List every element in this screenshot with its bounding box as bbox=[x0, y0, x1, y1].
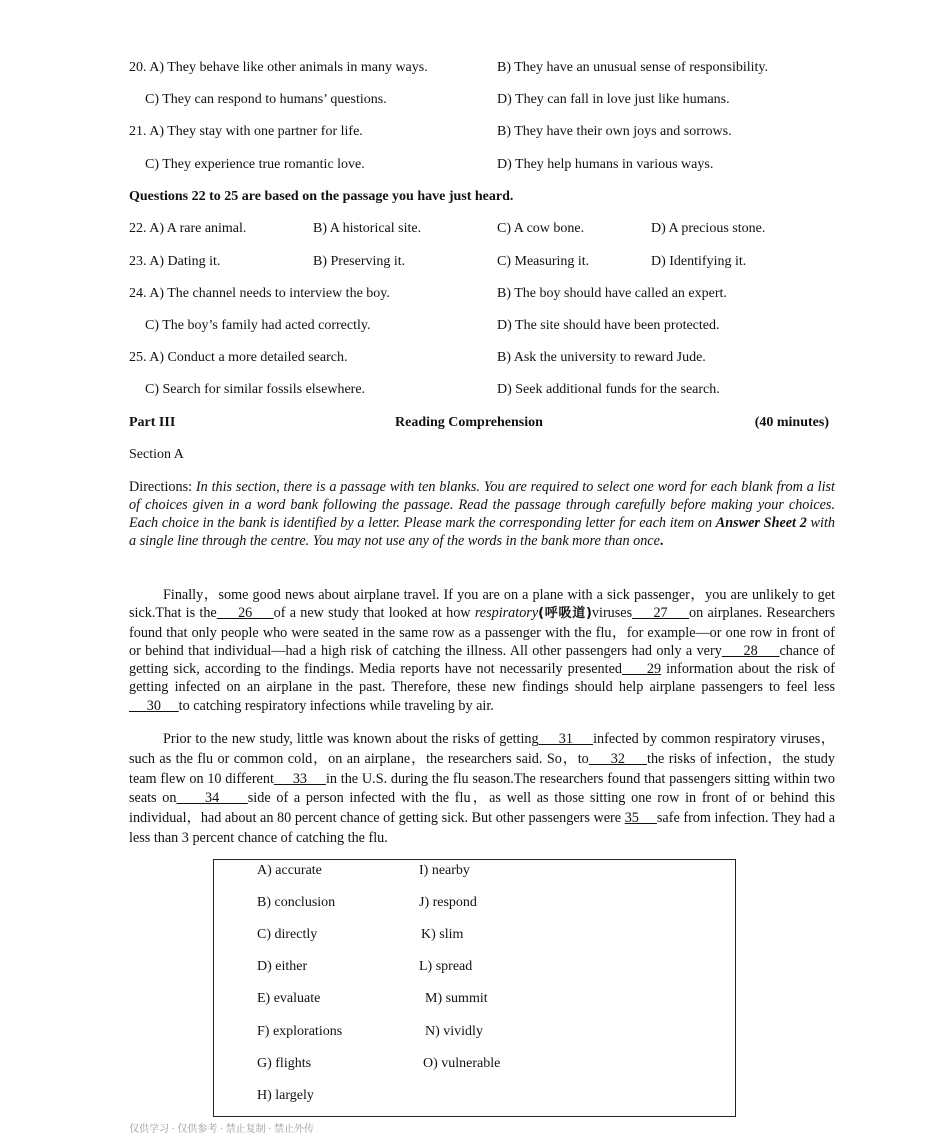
option-25b: B) Ask the university to reward Jude. bbox=[497, 350, 706, 365]
word-bank bbox=[213, 859, 736, 1117]
part-time: (40 minutes) bbox=[754, 415, 829, 430]
word-bank-item: N) vividly bbox=[425, 1024, 483, 1039]
p1-chinese-gloss: (呼吸道) bbox=[538, 606, 592, 622]
p1-text-5: chance of getting sick, according to the findings. Media reports have not necessarily presented bbox=[129, 642, 835, 678]
word-bank-item: F) explorations bbox=[257, 1024, 343, 1039]
word-bank-item: K) slim bbox=[421, 927, 464, 942]
blank-35: 35 bbox=[624, 810, 657, 827]
passage-paragraph-2 bbox=[129, 730, 835, 849]
option-21c: C) They experience true romantic love. bbox=[145, 157, 365, 172]
question-22-row bbox=[129, 219, 834, 239]
option-24a: 24. A) The channel needs to interview the boy. bbox=[129, 286, 390, 301]
directions-end: . bbox=[659, 533, 664, 549]
option-20d: D) They can fall in love just like humans. bbox=[497, 92, 730, 107]
blank-29: 29 bbox=[621, 661, 662, 678]
word-bank-item: I) nearby bbox=[419, 863, 470, 878]
option-24d: D) The site should have been protected. bbox=[497, 318, 720, 333]
option-22c: C) A cow bone. bbox=[497, 221, 585, 236]
option-21d: D) They help humans in various ways. bbox=[497, 157, 714, 172]
word-bank-item: A) accurate bbox=[257, 863, 322, 878]
p2-text-1: Prior to the new study, little was known about the risks of getting bbox=[163, 731, 539, 747]
page-footer: 仅供学习 · 仅供参考 · 禁止复制 · 禁止外传 bbox=[129, 1124, 314, 1135]
question-20-row-2 bbox=[129, 90, 834, 110]
option-22b: B) A historical site. bbox=[313, 221, 422, 236]
word-bank-item: E) evaluate bbox=[257, 991, 321, 1006]
question-21-row-1 bbox=[129, 122, 834, 142]
blank-30: 30 bbox=[129, 697, 179, 714]
word-bank-item: D) either bbox=[257, 959, 308, 974]
option-25d: D) Seek additional funds for the search. bbox=[497, 382, 720, 397]
option-24b: B) The boy should have called an expert. bbox=[497, 286, 727, 301]
question-24-row-1 bbox=[129, 284, 834, 304]
word-bank-item: J) respond bbox=[419, 895, 477, 910]
option-24c: C) The boy’s family had acted correctly. bbox=[145, 318, 371, 333]
p1-text-3: viruses bbox=[591, 605, 633, 622]
part-header bbox=[129, 413, 829, 433]
option-20a: 20. A) They behave like other animals in many ways. bbox=[129, 60, 428, 75]
word-bank-item: O) vulnerable bbox=[423, 1056, 501, 1071]
p2-text-3: the risks of infection，the study team flew on 10 different bbox=[129, 750, 835, 787]
option-22a: 22. A) A rare animal. bbox=[129, 221, 247, 236]
p1-text-6: information about the risk of getting infected on an airplane in the past. Therefore, these new findings should help airplane passengers to feel less bbox=[129, 661, 836, 696]
word-bank-item: H) largely bbox=[257, 1088, 314, 1103]
question-23-row bbox=[129, 252, 834, 272]
option-23d: D) Identifying it. bbox=[651, 254, 747, 269]
option-23b: B) Preserving it. bbox=[313, 254, 406, 269]
blank-26: 26 bbox=[216, 605, 274, 622]
blank-32: 32 bbox=[588, 750, 648, 767]
p2-text-5: side of a person infected with the flu，as well as those sitting one row in front of or behind this individual，had about an 80 percent chance of getting sick. But other passengers were bbox=[129, 790, 835, 827]
word-bank-item: C) directly bbox=[257, 927, 318, 942]
p1-text-1: Finally，some good news about airplane travel. If you are on a plane with a sick passenger，you are unlikely to get sick.That is the bbox=[129, 587, 835, 622]
option-25a: 25. A) Conduct a more detailed search. bbox=[129, 350, 348, 365]
part-title: Reading Comprehension bbox=[395, 415, 543, 430]
answer-sheet-label: Answer Sheet 2 bbox=[715, 515, 807, 531]
blank-28: 28 bbox=[721, 642, 780, 659]
word-bank-item: B) conclusion bbox=[257, 895, 336, 910]
option-22d: D) A precious stone. bbox=[651, 221, 766, 236]
question-24-row-2 bbox=[129, 316, 834, 336]
p2-text-2: infected by common respiratory viruses，such as the flu or common cold，on an airplane，the researchers said. So，to bbox=[129, 731, 835, 767]
directions-text-1: In this section, there is a passage with ten blanks. You are required to select one word for each blank from a list of choices given in a word bank following the passage. Read the passage through carefully before making your choices. Each choice in the bank is identified by a letter. Please mark the corresponding letter for each item on bbox=[129, 479, 835, 531]
part-label: Part III bbox=[129, 415, 176, 430]
p1-text-2: of a new study that looked at how bbox=[273, 605, 475, 622]
question-21-row-2 bbox=[129, 155, 834, 175]
option-23a: 23. A) Dating it. bbox=[129, 254, 221, 269]
p1-text-4: on airplanes. Researchers found that only people who were seated in the same row as a passenger with the flu，for example—or one row in front of or behind that individual—had a high risk of catching the illness. All other passengers had only a very bbox=[129, 605, 836, 659]
question-25-row-1 bbox=[129, 348, 834, 368]
section-label: Section A bbox=[129, 447, 184, 462]
word-bank-item: G) flights bbox=[257, 1056, 312, 1071]
question-25-row-2 bbox=[129, 380, 834, 400]
option-23c: C) Measuring it. bbox=[497, 254, 590, 269]
option-21a: 21. A) They stay with one partner for life. bbox=[129, 124, 363, 139]
word-bank-item: L) spread bbox=[419, 959, 473, 974]
p2-text-4: in the U.S. during the flu season.The researchers found that passengers sitting within two seats on bbox=[129, 770, 835, 807]
directions bbox=[129, 478, 835, 550]
directions-text-2: with a single line through the centre. You may not use any of the words in the bank more than once bbox=[129, 515, 835, 549]
word-bank-item: M) summit bbox=[425, 991, 488, 1006]
option-20c: C) They can respond to humans’ questions. bbox=[145, 92, 387, 107]
blank-31: 31 bbox=[538, 731, 594, 747]
p1-text-7: to catching respiratory infections while traveling by air. bbox=[178, 697, 494, 714]
blank-33: 33 bbox=[273, 770, 326, 787]
passage-paragraph-1 bbox=[129, 586, 835, 715]
question-20-row-1 bbox=[129, 58, 834, 78]
directions-label: Directions: bbox=[129, 479, 196, 495]
option-25c: C) Search for similar fossils elsewhere. bbox=[145, 382, 366, 397]
p1-respiratory: respiratory bbox=[474, 605, 539, 622]
blank-27: 27 bbox=[632, 605, 689, 622]
blank-34: 34 bbox=[176, 790, 248, 807]
option-20b: B) They have an unusual sense of responsibility. bbox=[497, 60, 769, 75]
option-21b: B) They have their own joys and sorrows. bbox=[497, 124, 732, 139]
p2-text-6: safe from infection. They had a less than 3 percent chance of catching the flu. bbox=[129, 810, 835, 846]
questions-heading: Questions 22 to 25 are based on the passage you have just heard. bbox=[129, 189, 514, 204]
